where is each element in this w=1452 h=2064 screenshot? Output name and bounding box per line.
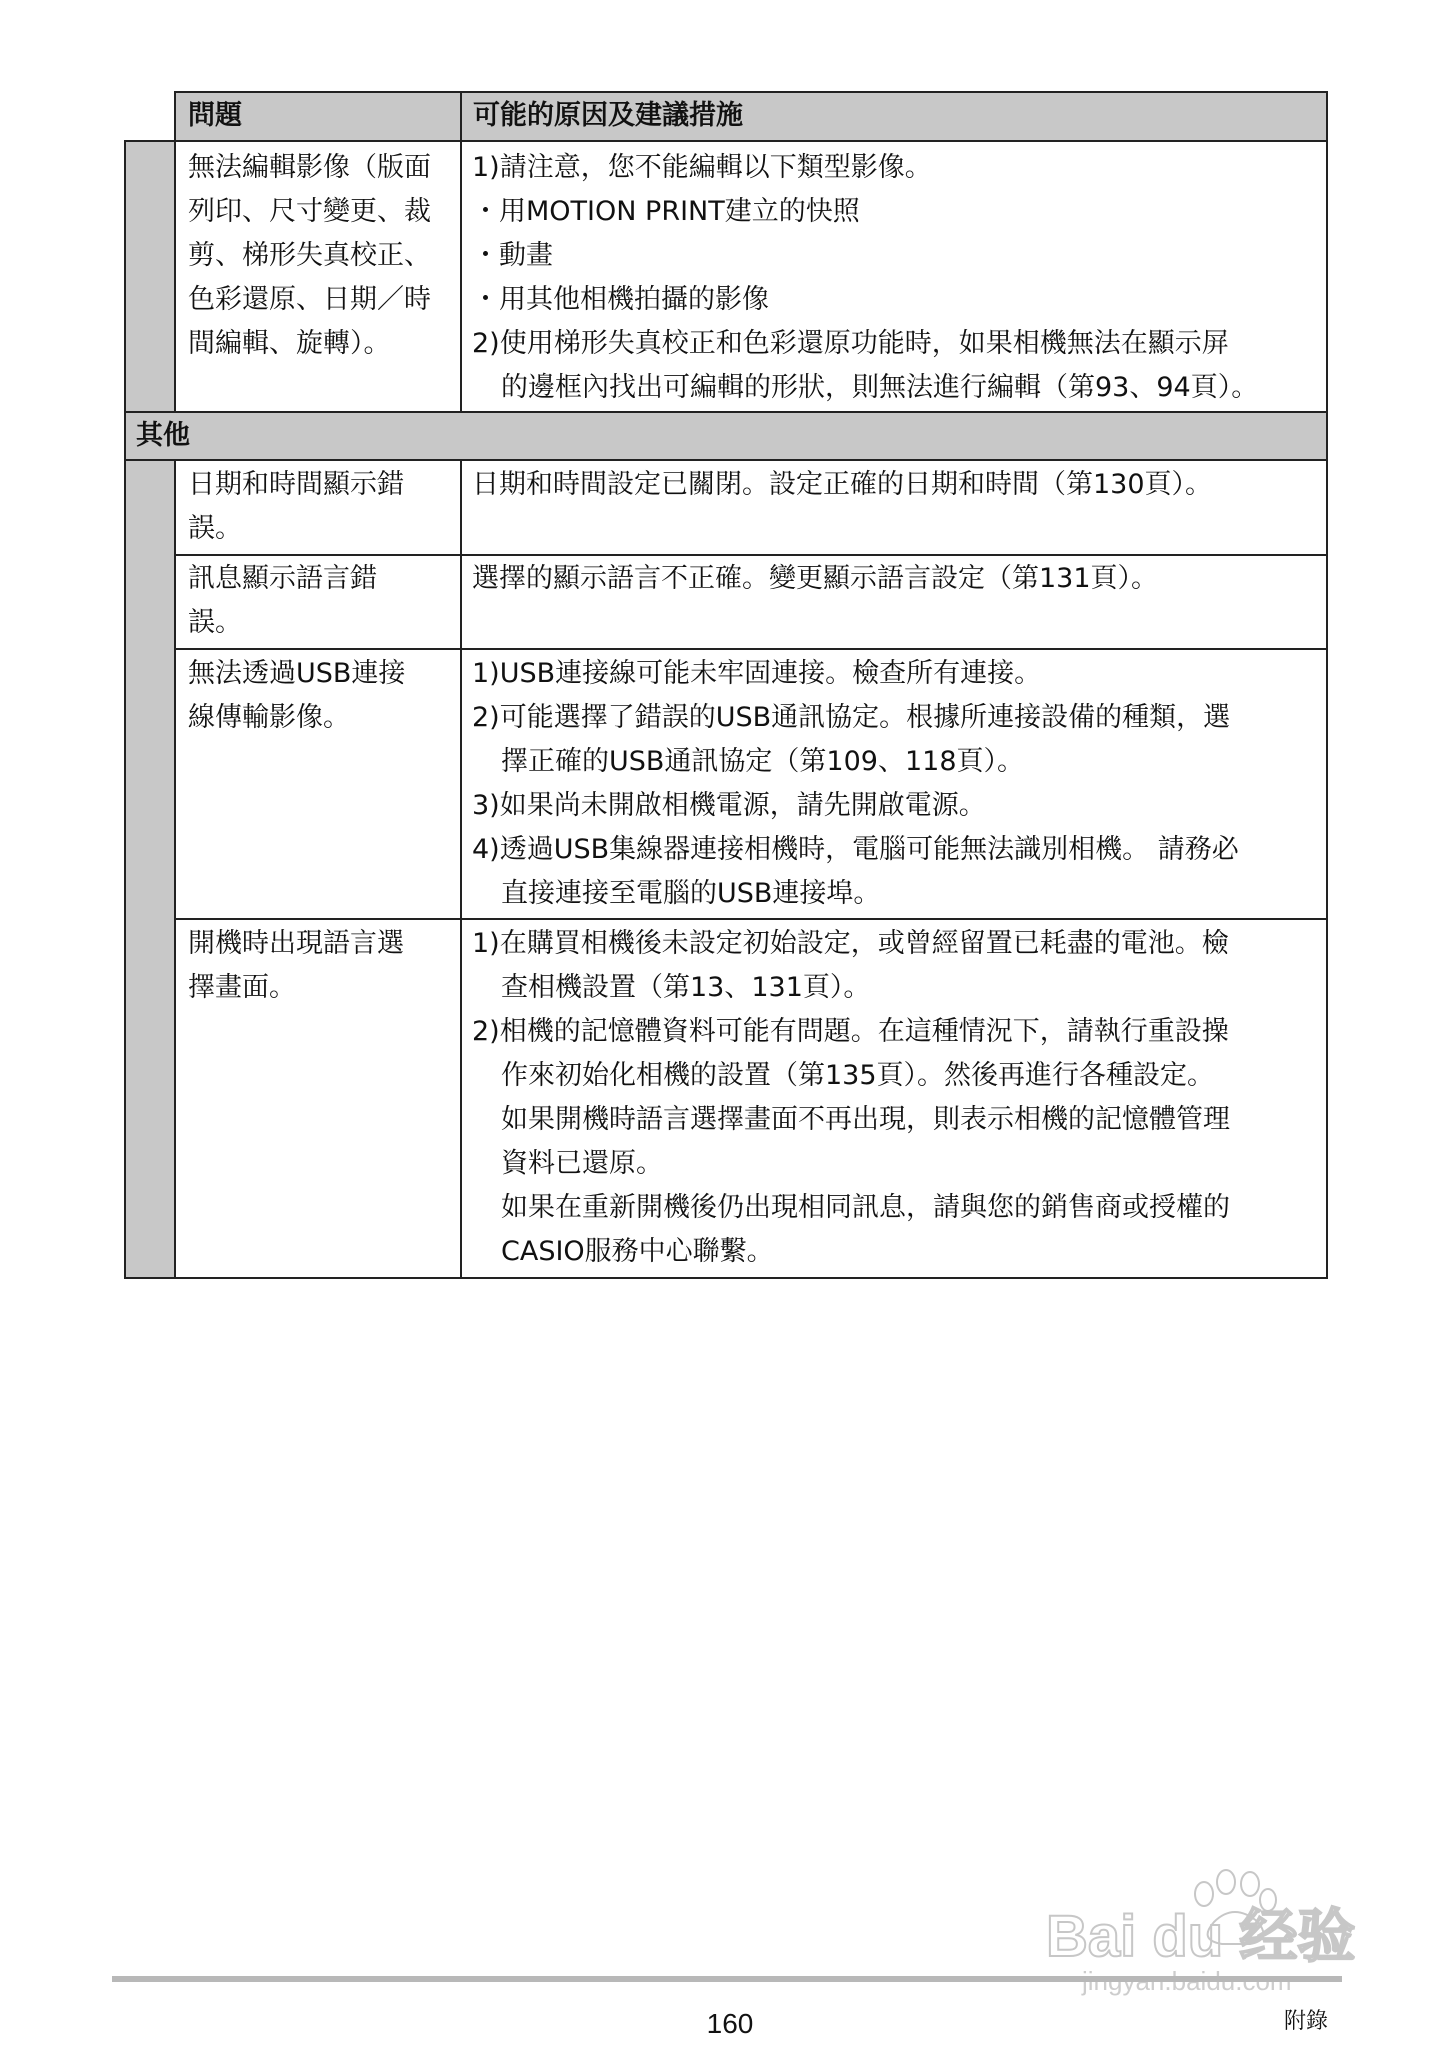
footer-section-name: 附錄: [1284, 2009, 1329, 2034]
footer-rule: [112, 1976, 1342, 1982]
row-datetime-problem: 日期和時間顯示錯 誤。: [188, 469, 404, 544]
header-problem: 問題: [188, 100, 242, 131]
row-startup-cause: 1)在購買相機後未設定初始設定，或曾經留置已耗盡的電池。檢 查相機設置（第13、131頁）。 2)相機的記憶體資料可能有問題。在這種情況下，請執行重設操 作來初始化相機的設置（第135頁）。然後再進行各種設定。 如果開機時語言選擇畫面不再出現，則表示相機的記憶體管理 資料已還原。 如果在重新開機後仍出現相同訊息，請與您的銷售商或授權的 CASIO服務中心聯繫。: [472, 928, 1230, 1267]
row-usb-problem: 無法透過USB連接 線傳輸影像。: [188, 658, 406, 733]
row-language-cause: 選擇的顯示語言不正確。變更顯示語言設定（第131頁）。: [472, 563, 1159, 594]
row-language-problem: 訊息顯示語言錯 誤。: [188, 563, 377, 638]
row-usb-cause: 1)USB連接線可能未牢固連接。檢查所有連接。 2)可能選擇了錯誤的USB通訊協定。根據所連接設備的種類，選 擇正確的USB通訊協定（第109、118頁）。 3)如果尚未開啟相機電源，請先開啟電源。 4)透過USB集線器連接相機時，電腦可能無法識別相機。 請務必 直接連接至電腦的USB連接埠。: [472, 658, 1239, 909]
category-column-bottom: [124, 460, 174, 1278]
category-column-top: [124, 141, 174, 412]
section-other-bar: [124, 412, 1328, 460]
row-edit-problem: 無法編輯影像（版面 列印、尺寸變更、裁 剪、梯形失真校正、 色彩還原、日期／時 間編輯、旋轉）。: [188, 152, 431, 359]
row-datetime-cause: 日期和時間設定已關閉。設定正確的日期和時間（第130頁）。: [472, 469, 1213, 500]
section-other-label: 其他: [136, 420, 190, 451]
row-startup-problem: 開機時出現語言選 擇畫面。: [188, 928, 404, 1003]
watermark-brand: Bai du 经验: [1046, 1904, 1356, 1969]
page-number: 160: [706, 2008, 754, 2039]
table-header: [174, 91, 1328, 141]
header-cause: 可能的原因及建議措施: [473, 100, 743, 131]
row-edit-cause: 1)請注意，您不能編輯以下類型影像。 ・用MOTION PRINT建立的快照 ・動畫 ・用其他相機拍攝的影像 2)使用梯形失真校正和色彩還原功能時，如果相機無法在顯示屏 的邊框內找出可編輯的形狀，則無法進行編輯（第93、94頁）。: [472, 152, 1259, 403]
